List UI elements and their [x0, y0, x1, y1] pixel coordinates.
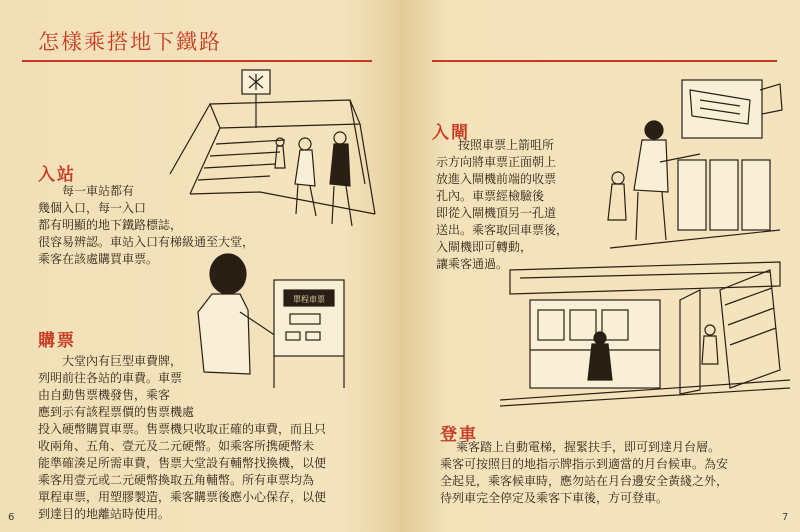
title-rule-right: [432, 60, 777, 62]
ticket-line-3: 由自動售票機發售，乘客: [38, 388, 171, 402]
turnstile-illustration: [590, 70, 790, 250]
gate-line-3: 放進入閘機前端的收票: [436, 172, 557, 186]
entry-line-5: 乘客在該處購買車票。: [38, 252, 159, 266]
section-heading-gate: 入閘: [432, 123, 470, 143]
gate-line-7: 入閘機即可轉動，: [436, 240, 533, 254]
ticket-line-9: 單程車票，用塑膠製造，乘客購票後應小心保存，以便: [38, 490, 327, 504]
gate-line-1: 按照車票上箭咀所: [458, 138, 555, 152]
ticket-line-7: 能準確湊足所需車費，售票大堂設有輔幣找換機，以便: [38, 456, 327, 470]
board-line-2: 乘客可按照目的地指示牌指示到適當的月台候車。為安: [440, 457, 729, 471]
page-number-left: 6: [8, 512, 15, 523]
platform-illustration: [500, 260, 790, 410]
board-line-1: 乘客踏上自動電梯，握緊扶手，即可到達月台層。: [456, 440, 721, 454]
gate-line-4: 孔內。車票經檢驗後: [436, 189, 545, 203]
gate-line-8: 讓乘客通過。: [436, 257, 509, 271]
ticket-line-10: 到達目的地離站時使用。: [38, 507, 171, 521]
gate-line-2: 示方向將車票正面朝上: [436, 155, 557, 169]
entry-line-3: 都有明顯的地下鐵路標誌，: [38, 218, 183, 232]
entry-line-4: 很容易辨認。車站入口有梯級通至大堂，: [38, 235, 255, 249]
section-heading-ticket: 購票: [38, 331, 76, 351]
gate-line-5: 即從入閘機頂另一孔道: [436, 206, 557, 220]
section-heading-entry: 入站: [38, 165, 76, 185]
board-line-4: 待列車完全停定及乘客下車後，方可登車。: [440, 491, 669, 505]
ticket-line-5: 投入硬幣購買車票。售票機只收取正確的車費，而且只: [38, 422, 327, 436]
machine-label: 單程車票: [293, 295, 325, 304]
title-rule: [22, 60, 372, 62]
section-heading-board: 登車: [440, 425, 478, 445]
ticket-line-8: 乘客用壹元或二元硬幣換取五角輔幣。所有車票均為: [38, 473, 315, 487]
station-entrance-illustration: [150, 64, 390, 244]
entry-line-1: 每一車站都有: [62, 184, 135, 198]
ticket-line-2: 列明前往各站的車費。車票: [38, 371, 183, 385]
page-title: 怎樣乘搭地下鐵路: [38, 30, 222, 54]
gate-line-6: 送出。乘客取回車票後，: [436, 223, 569, 237]
ticket-line-4: 應到示有該程票價的售票機處: [38, 405, 195, 419]
ticket-line-1: 大堂內有巨型車費牌，: [62, 354, 183, 368]
ticket-machine-illustration: [190, 252, 350, 392]
right-page: [400, 0, 800, 532]
ticket-line-6: 收兩角、五角、壹元及二元硬幣。如乘客所携硬幣未: [38, 439, 315, 453]
board-line-3: 全起見，乘客候車時，應勿站在月台邊安全黃綫之外，: [440, 474, 729, 488]
page-number-right: 7: [782, 512, 789, 523]
entry-line-2: 幾個入口，每一入口: [38, 201, 147, 215]
